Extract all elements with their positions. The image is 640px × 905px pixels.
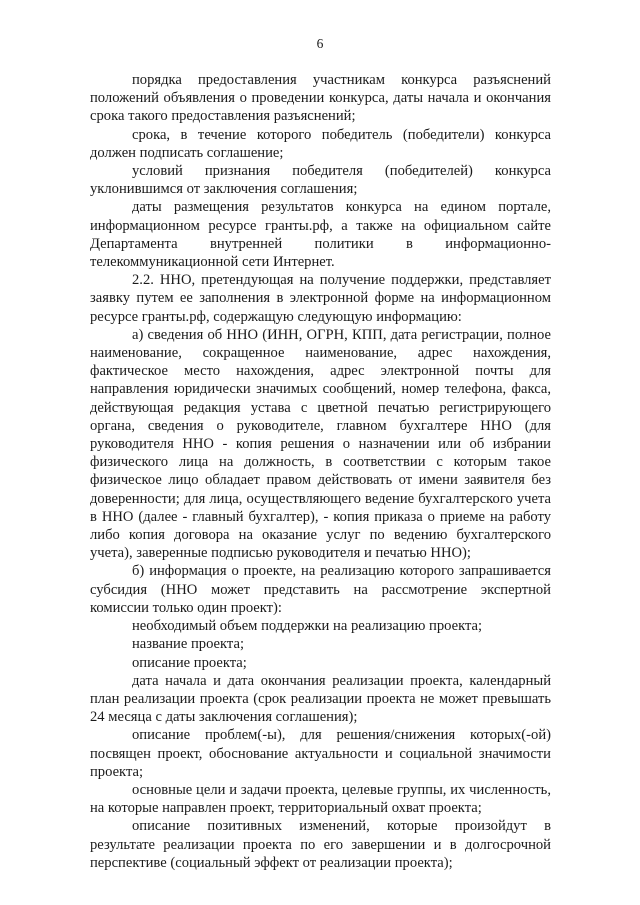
paragraph-evasion-conditions: условий признания победителя (победителей) конкурса уклонившимся от заключения соглашения; <box>90 163 551 198</box>
paragraph-support-amount: необходимый объем поддержки на реализацию проекта; <box>132 618 483 635</box>
paragraph-section-2-2: 2.2. ННО, претендующая на получение поддержки, представляет заявку путем ее заполнения в электронной форме на информационном ресурсе гранты.рф, содержащую следующую информацию: <box>90 272 551 325</box>
paragraph-project-dates: дата начала и дата окончания реализации проекта, календарный план реализации проекта (срок реализации проекта не может превышать 24 месяца с даты заключения соглашения); <box>90 672 551 726</box>
paragraph-clarification-order: порядка предоставления участникам конкурса разъяснений положений объявления о проведении конкурса, даты начала и окончания срока такого предоставления разъяснений; <box>90 72 551 125</box>
document-body <box>90 71 551 872</box>
paragraph-positive-changes: описание позитивных изменений, которые произойдут в результате реализации проекта по его завершении и в долгосрочной перспективе (социальный эффект от реализации проекта); <box>90 818 551 871</box>
paragraph-agreement-deadline: срока, в течение которого победитель (победители) конкурса должен подписать соглашение; <box>90 126 551 161</box>
paragraph-nno-details: а) сведения об ННО (ИНН, ОГРН, КПП, дата регистрации, полное наименование, сокращенное наименование, адрес нахождения, фактическое место нахождения, адрес электронной почты для направления юридически значимых сообщений, номер телефона, факса, действующая редакция устава с цветной печатью регистрирующего органа, сведения о руководителе, главном бухгалтере ННО (для руководителя ННО - копия решения о назначении или об избрании физического лица на должность, в соответствии с которым такое физическое лицо обладает правом действовать от имени заявителя без доверенности; для лица, осуществляющего ведение бухгалтерского учета в ННО (далее - главный бухгалтер), - копия приказа о приеме на работу либо копия договора на оказание услуг по ведению бухгалтерского учета), заверенные подписью руководителя и печатью ННО); <box>90 326 551 562</box>
paragraph-project-title: название проекта; <box>132 636 245 653</box>
paragraph-results-publication: даты размещения результатов конкурса на едином портале, информационном ресурсе гранты.рф, а также на официальном сайте Департамента внутренней политики в информационно-телекоммуникационной сети Интернет. <box>90 199 551 271</box>
paragraph-project-description: описание проекта; <box>132 654 247 671</box>
paragraph-project-info: б) информация о проекте, на реализацию которого запрашивается субсидия (ННО может представить на рассмотрение экспертной комиссии только один проект): <box>90 563 551 616</box>
paragraph-problem-description: описание проблем(-ы), для решения/снижения которых(-ой) посвящен проект, обоснование актуальности и социальной значимости проекта; <box>90 727 551 780</box>
paragraph-goals-tasks: основные цели и задачи проекта, целевые группы, их численность, на которые направлен проект, территориальный охват проекта; <box>90 781 551 817</box>
page-number: 6 <box>316 36 324 51</box>
